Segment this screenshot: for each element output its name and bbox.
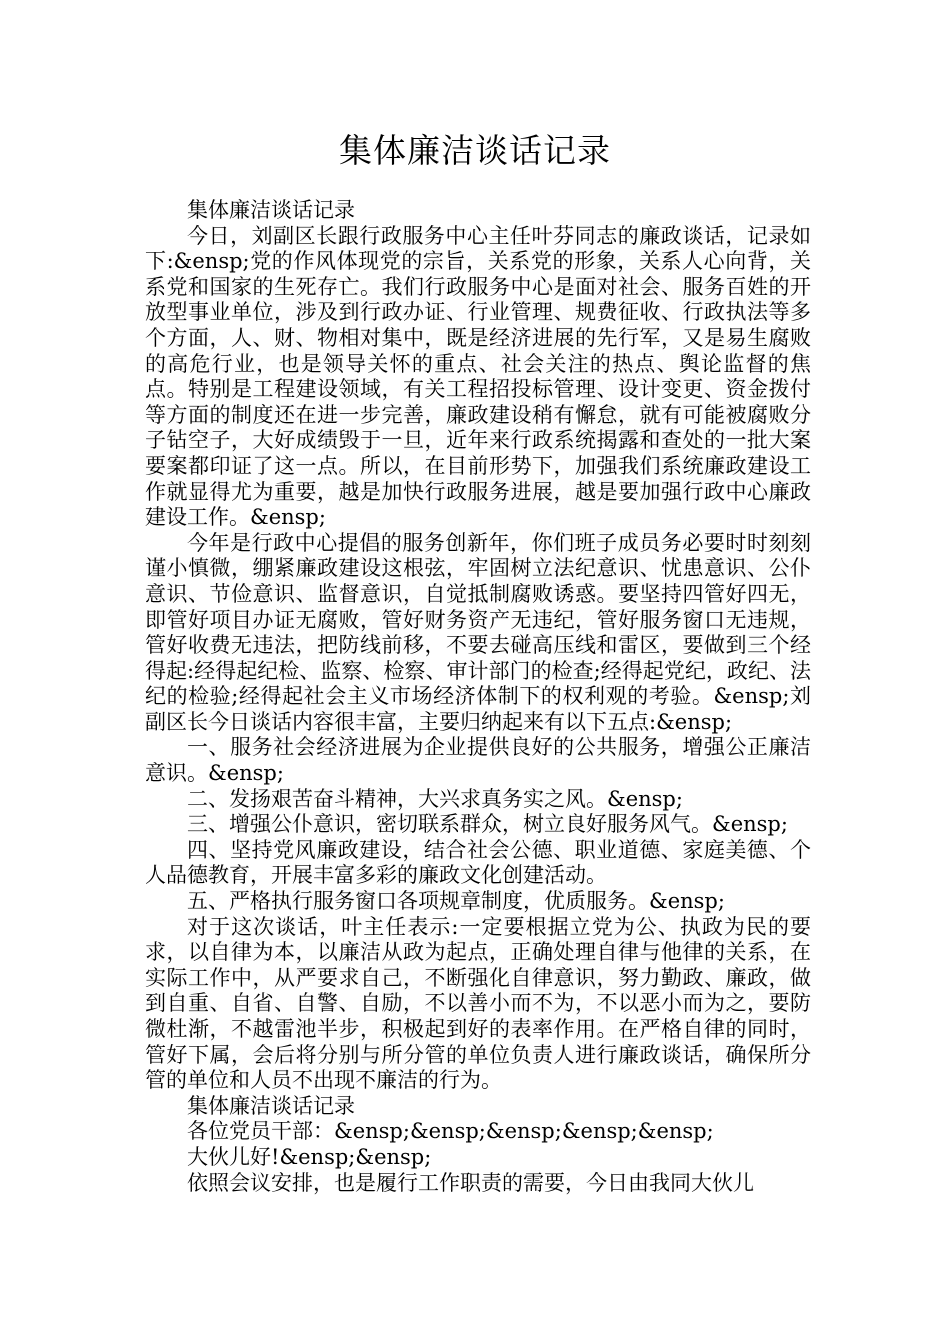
document-title: 集体廉洁谈话记录 xyxy=(339,131,611,170)
paragraph: 今年是行政中心提倡的服务创新年，你们班子成员务必要时时刻刻谨小慎微，绷紧廉政建设这根弦，牢固树立法纪意识、忧患意识、公仆意识、节俭意识、监督意识，自觉抵制腐败诱惑。要坚持四管好四无，即管好项目办证无腐败，管好财务资产无违纪，管好服务窗口无违规，管好收费无违法，把防线前移，不要去碰高压线和雷区，要做到三个经得起:经得起纪检、监察、检察、审计部门的检查;经得起党纪，政纪、法纪的检验;经得起社会主义市场经济体制下的权利观的考验。&ensp;刘副区长今日谈话内容很丰富，主要归纳起来有以下五点:&ensp; xyxy=(145,530,811,734)
paragraph: 大伙儿好!&ensp;&ensp; xyxy=(187,1144,432,1169)
document-body xyxy=(145,198,811,1196)
paragraph: 五、严格执行服务窗口各项规章制度，优质服务。&ensp; xyxy=(187,889,725,914)
paragraph: 集体廉洁谈话记录 xyxy=(187,1093,355,1118)
paragraph: 三、增强公仆意识，密切联系群众，树立良好服务风气。&ensp; xyxy=(187,812,788,837)
paragraph: 对于这次谈话，叶主任表示:一定要根据立党为公、执政为民的要求，以自律为本，以廉洁从政为起点，正确处理自律与他律的关系，在实际工作中，从严要求自己，不断强化自律意识，努力勤政、廉政，做到自重、自省、自警、自励，不以善小而不为，不以恶小而为之，要防微杜渐，不越雷池半步，积极起到好的表率作用。在严格自律的同时，管好下属，会后将分别与所分管的单位负责人进行廉政谈话，确保所分管的单位和人员不出现不廉洁的行为。 xyxy=(145,914,811,1093)
paragraph: 集体廉洁谈话记录 xyxy=(187,198,355,222)
paragraph: 今日，刘副区长跟行政服务中心主任叶芬同志的廉政谈话，记录如下:&ensp;党的作风体现党的宗旨，关系党的形象，关系人心向背，关系党和国家的生死存亡。我们行政服务中心是面对社会、服务百姓的开放型事业单位，涉及到行政办证、行业管理、规费征收、行政执法等多个方面，人、财、物相对集中，既是经济进展的先行军，又是易生腐败的高危行业，也是领导关怀的重点、社会关注的热点、舆论监督的焦点。特别是工程建设领域，有关工程招投标管理、设计变更、资金拨付等方面的制度还在进一步完善，廉政建设稍有懈怠，就有可能被腐败分子钻空子，大好成绩毁于一旦，近年来行政系统揭露和查处的一批大案要案都印证了这一点。所以，在目前形势下，加强我们系统廉政建设工作就显得尤为重要，越是加快行政服务进展，越是要加强行政中心廉政建设工作。&ensp; xyxy=(145,223,811,530)
paragraph: 二、发扬艰苦奋斗精神，大兴求真务实之风。&ensp; xyxy=(187,786,683,811)
paragraph: 四、坚持党风廉政建设，结合社会公德、职业道德、家庭美德、个人品德教育，开展丰富多彩的廉政文化创建活动。 xyxy=(145,837,811,888)
paragraph: 依照会议安排，也是履行工作职责的需要，今日由我同大伙儿 xyxy=(187,1170,754,1195)
paragraph: 各位党员干部：&ensp;&ensp;&ensp;&ensp;&ensp; xyxy=(187,1119,714,1144)
paragraph: 一、服务社会经济进展为企业提供良好的公共服务，增强公正廉洁意识。&ensp; xyxy=(145,735,811,786)
